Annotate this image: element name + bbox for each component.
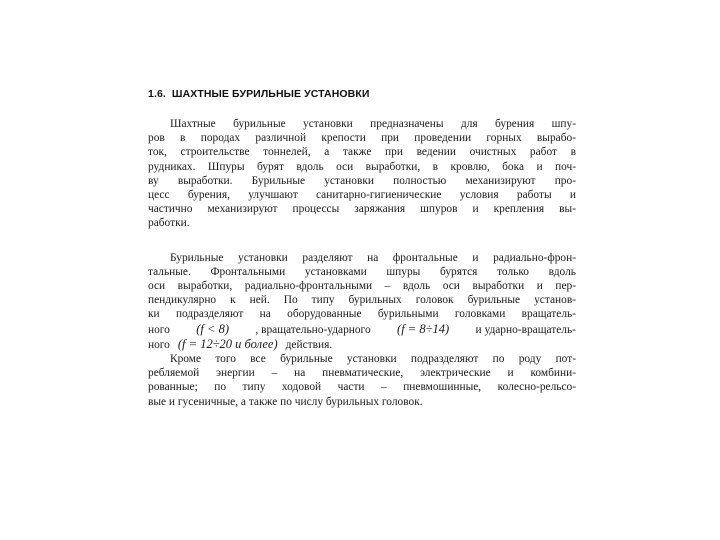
text-fragment: и ударно-вращатель- (475, 323, 576, 336)
text-line: цесс бурения, улучшают санитарно-гигиенические условия работы и (148, 189, 576, 202)
text-line: Бурильные установки разделяют на фронтальные и радиально-фрон- (170, 251, 576, 264)
text-line: Шахтные бурильные установки предназначены для бурения шпу- (170, 118, 576, 130)
paragraph-gap (148, 231, 576, 251)
section-title: ШАХТНЫЕ БУРИЛЬНЫЕ УСТАНОВКИ (171, 88, 370, 100)
text-fragment: ного (148, 323, 170, 336)
paragraph-3 (148, 352, 576, 409)
section-heading (148, 88, 576, 100)
formula-line-1 (148, 322, 576, 337)
text-line: рудниках. Шпуры бурят вдоль оси выработки, в кровлю, бока и поч- (148, 160, 576, 173)
formula-line-2 (148, 337, 576, 352)
text-line: пендикулярно к ней. По типу бурильных головок бурильные установ- (148, 294, 576, 307)
text-line: ки подразделяют на оборудованные бурильными головками вращатель- (148, 308, 576, 321)
text-fragment: ного (148, 338, 170, 351)
formula-hardness-rotary: (f < 8) (196, 321, 229, 336)
text-fragment: , вращательно-ударного (255, 323, 371, 336)
formula-hardness-rotary-percussive: (f = 8÷14) (397, 321, 450, 336)
document-page (148, 88, 576, 409)
text-line: рованные; по типу ходовой части – пневмошинные, колесно-рельсо- (148, 381, 576, 394)
text-line: оси выработки, радиально-фронтальными – вдоль оси выработки и пер- (148, 280, 576, 293)
text-line: ров в породах различной крепости при проведении горных вырабо- (148, 132, 576, 145)
section-number: 1.6. (148, 88, 166, 100)
text-line: ток, строительстве тоннелей, а также при ведении очистных работ в (148, 146, 576, 159)
paragraph-2 (148, 251, 576, 352)
text-line: вые и гусеничные, а также по числу бурильных головок. (148, 395, 423, 408)
text-line: работки. (148, 217, 190, 230)
text-fragment: действия. (285, 338, 333, 351)
text-line: ву выработки. Бурильные установки полностью механизируют про- (148, 174, 576, 187)
text-line: ребляемой энергии – на пневматические, электрические и комбини- (148, 367, 576, 380)
paragraph-1 (148, 117, 576, 231)
text-line: частично механизируют процессы заряжания шпуров и крепления вы- (148, 203, 576, 216)
formula-hardness-percussive-rotary: (f = 12÷20 и более) (177, 336, 278, 351)
text-line: Кроме того все бурильные установки подразделяют по роду пот- (170, 353, 576, 366)
text-line: тальные. Фронтальными установками шпуры бурятся только вдоль (148, 265, 576, 278)
